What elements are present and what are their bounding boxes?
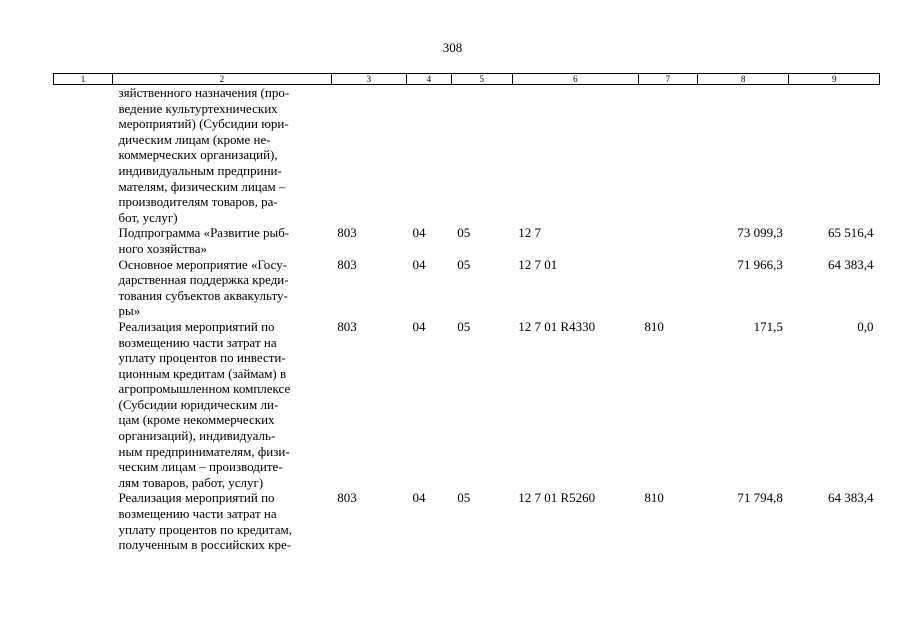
row-name: зяйственного назначения (про- ведение культуртехнических мероприятий) (Субсидии юри- дическим лицам (кроме не- коммерческих организаций), индивидуальным предприни- мателям, физическим лицам – производителям товаров, ра- бот, услуг)	[118, 85, 290, 225]
row-amount-col8: 171,5	[753, 318, 783, 334]
row-empty-cell	[54, 257, 113, 319]
row-section-code: 04	[412, 318, 426, 334]
row-amount-col8: 73 099,3	[737, 225, 783, 241]
row-amount-col9: 64 383,4	[828, 490, 874, 506]
column-number-1: 1	[54, 74, 113, 85]
row-amount-col9: 65 516,4	[828, 225, 874, 241]
column-number-6: 6	[512, 74, 638, 85]
column-number-4: 4	[406, 74, 451, 85]
row-subsection-code: 05	[457, 225, 471, 241]
row-expense-type	[638, 257, 697, 319]
row-target-article: 12 7 01 R4330	[518, 318, 596, 334]
row-ministry-code: 803	[337, 490, 357, 506]
row-target-article: 12 7 01	[518, 256, 558, 272]
row-amount-col9: 64 383,4	[828, 256, 874, 272]
row-amount-col9: 0,0	[857, 318, 874, 334]
row-name: Основное мероприятие «Госу- дарственная поддержка креди- тования субъектов аквакульту- ры»	[118, 256, 289, 319]
row-ministry-code: 803	[337, 318, 357, 334]
row-section-code: 04	[412, 225, 426, 241]
row-ministry-code: 803	[337, 256, 357, 272]
column-number-7: 7	[638, 74, 697, 85]
row-subsection-code: 05	[457, 490, 471, 506]
row-name: Подпрограмма «Развитие рыб- ного хозяйства»	[118, 225, 290, 256]
row-target-article: 12 7 01 R5260	[518, 490, 596, 506]
row-section-code: 04	[412, 490, 426, 506]
table-body	[54, 85, 880, 553]
row-empty-cell	[54, 490, 113, 552]
row-section-code: 04	[412, 256, 426, 272]
row-empty-cell	[54, 85, 113, 226]
row-ministry-code: 803	[337, 225, 357, 241]
row-expense-type	[638, 85, 697, 226]
column-number-5: 5	[451, 74, 512, 85]
row-section-code	[406, 85, 451, 226]
column-number-9: 9	[789, 74, 880, 85]
row-target-article: 12 7	[518, 225, 541, 241]
row-name: Реализация мероприятий по возмещению части затрат на уплату процентов по инвести- ционным кредитам (займам) в агропромышленном комплексе (Субсидии юридическим ли- цам (кроме некоммерческих организаций), индивидуаль- ным предпринимателям, физи- ческим лицам – производите- лям товаров, работ, услуг)	[118, 318, 291, 490]
row-expense-type: 810	[644, 318, 664, 334]
row-empty-cell	[54, 319, 113, 491]
row-ministry-code	[331, 85, 406, 226]
row-subsection-code	[451, 85, 512, 226]
row-expense-type	[638, 225, 697, 256]
row-subsection-code: 05	[457, 256, 471, 272]
column-number-2: 2	[113, 74, 332, 85]
column-number-8: 8	[697, 74, 789, 85]
table-row	[54, 257, 880, 319]
budget-table	[53, 73, 880, 553]
table-row	[54, 225, 880, 256]
row-amount-col8: 71 794,8	[737, 490, 783, 506]
row-amount-col8	[697, 85, 789, 226]
row-amount-col8: 71 966,3	[737, 256, 783, 272]
table-row	[54, 490, 880, 552]
row-subsection-code: 05	[457, 318, 471, 334]
header-row	[54, 74, 880, 85]
column-number-3: 3	[331, 74, 406, 85]
row-expense-type: 810	[644, 490, 664, 506]
table-row	[54, 85, 880, 226]
table-header	[54, 74, 880, 85]
row-name: Реализация мероприятий по возмещению части затрат на уплату процентов по кредитам, полученным в российских кре-	[118, 490, 292, 553]
table-row	[54, 319, 880, 491]
page-number: 308	[442, 40, 463, 55]
row-target-article	[512, 85, 638, 226]
row-amount-col9	[789, 85, 880, 226]
row-empty-cell	[54, 225, 113, 256]
